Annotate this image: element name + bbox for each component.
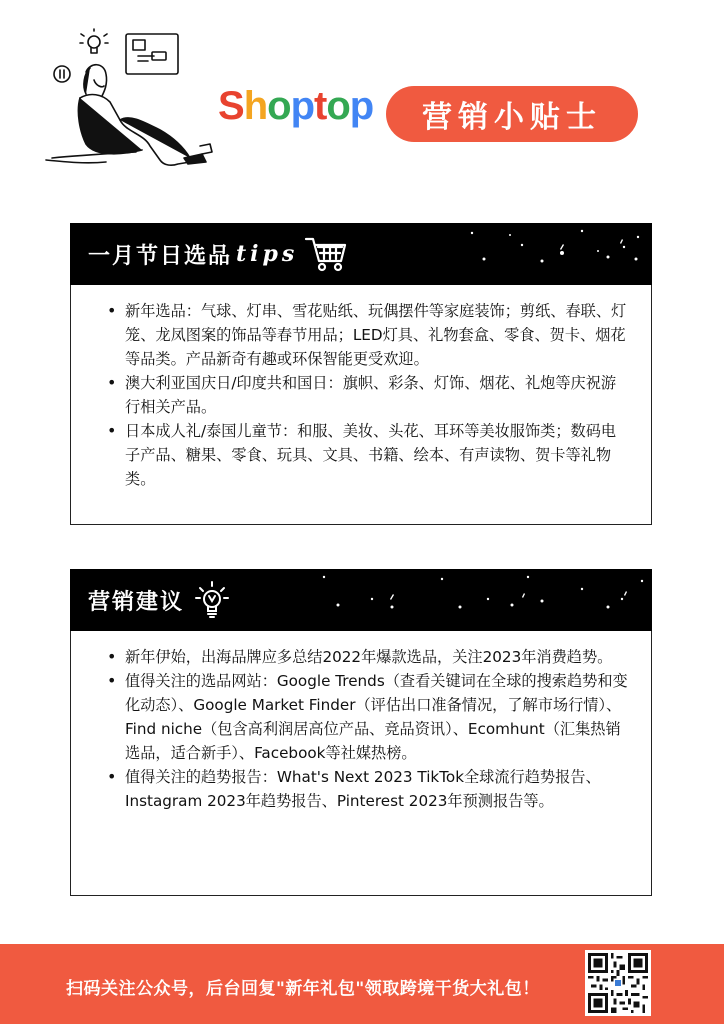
holiday-tips-section (70, 223, 652, 525)
shopping-cart-icon (304, 235, 348, 273)
footer-banner (0, 944, 724, 1024)
advice-list (107, 645, 629, 813)
brand-letter: S (218, 84, 244, 128)
sparkle-decoration (312, 569, 652, 631)
sparkle-decoration (412, 223, 652, 285)
brand-logo (218, 84, 373, 129)
list-item: • 值得关注的趋势报告：What's Next 2023 TikTok全球流行趋势报告、Instagram 2023年趋势报告、Pinterest 2023年预测报告等。 (107, 765, 629, 813)
coin-icon (54, 66, 70, 82)
section-title: 一月节日选品 (88, 243, 233, 269)
brand-letter: o (326, 84, 350, 128)
marketing-advice-section (70, 569, 652, 896)
section-title-em: tips (236, 241, 299, 267)
tips-list (107, 299, 629, 491)
brand-letter: p (290, 84, 314, 128)
list-item: • 新年选品：气球、灯串、雪花贴纸、玩偶摆件等家庭装饰；剪纸、春联、灯笼、龙凤图案的饰品等春节用品；LED灯具、礼物套盒、零食、贺卡、烟花等品类。产品新奇有趣或环保智能更受欢迎。 (107, 299, 629, 371)
section-title: 营销建议 (88, 589, 185, 615)
list-item: • 值得关注的选品网站：Google Trends（查看关键词在全球的搜索趋势和变化动态）、Google Market Finder（评估出口准备情况，了解市场行情）、Find niche（包含高利润居高位产品、竞品资讯）、Ecomhunt（汇集热销选品，适合新手）、Facebook等社媒热榜。 (107, 669, 629, 765)
list-item: • 澳大利亚国庆日/印度共和国日：旗帜、彩条、灯饰、烟花、礼炮等庆祝游行相关产品。 (107, 371, 629, 419)
brand-letter: t (314, 84, 327, 128)
section-title-bar (70, 569, 652, 631)
section-body (70, 285, 652, 525)
page-title: 营销小贴士 (386, 86, 638, 142)
woman-thinking-illustration (36, 28, 226, 178)
brand-letter: o (267, 84, 291, 128)
idea-bulb-icon (80, 29, 108, 53)
footer-message: 扫码关注公众号，后台回复"新年礼包"领取跨境干货大礼包！ (66, 979, 540, 999)
section-body (70, 631, 652, 896)
brand-letter: h (243, 84, 268, 128)
section-title-bar (70, 223, 652, 285)
qr-code-icon[interactable] (585, 950, 651, 1016)
lightbulb-icon (194, 580, 230, 620)
list-item: • 日本成人礼/泰国儿童节：和服、美妆、头花、耳环等美妆服饰类；数码电子产品、糖果、零食、玩具、文具、书籍、绘本、有声读物、贺卡等礼物类。 (107, 419, 629, 491)
list-item: • 新年伊始，出海品牌应多总结2022年爆款选品，关注2023年消费趋势。 (107, 645, 629, 669)
brand-letter: p (349, 84, 374, 128)
